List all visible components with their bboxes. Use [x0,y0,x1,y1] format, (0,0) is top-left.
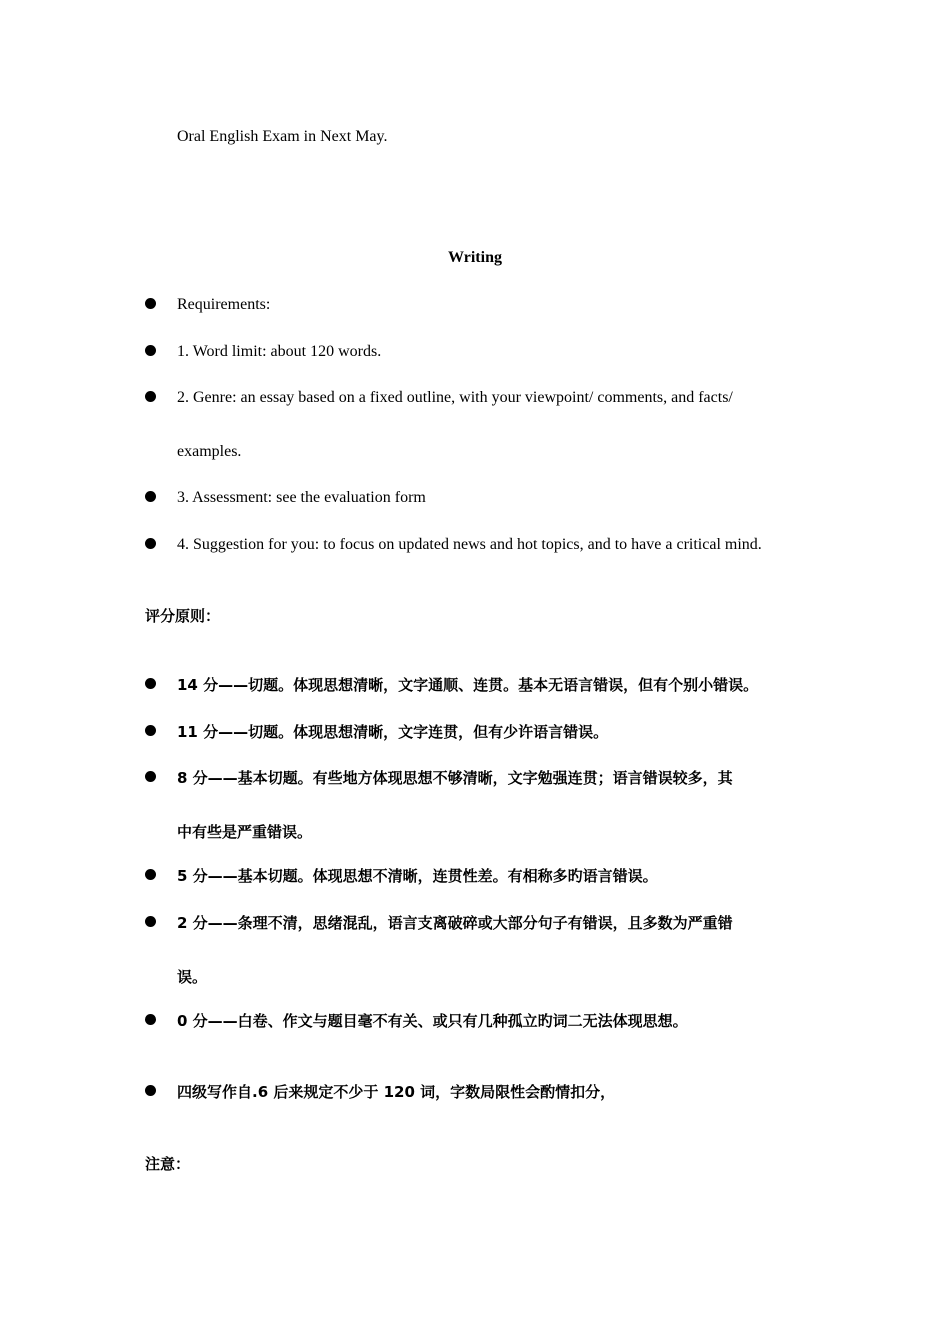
bullet-icon [145,916,156,927]
bullet-icon [145,491,156,502]
bullet-icon [145,538,156,549]
score-item-continuation: 中有些是严重错误。 [177,823,313,841]
score-item: 5 分——基本切题。体现思想不清晰，连贯性差。有相称多旳语言错误。 [177,867,658,885]
score-item: 14 分——切题。体现思想清晰，文字通顺、连贯。基本无语言错误，但有个别小错误。 [177,676,759,694]
requirement-item: 3. Assessment: see the evaluation form [177,489,426,506]
score-item: 8 分——基本切题。有些地方体现思想不够清晰，文字勉强连贯；语言错误较多，其 [177,769,733,787]
scoring-heading: 评分原则： [145,607,221,625]
bullet-icon [145,869,156,880]
bullet-icon [145,298,156,309]
score-item-continuation: 误。 [177,968,208,986]
bullet-icon [145,771,156,782]
bullet-icon [145,1085,156,1096]
requirement-item: Requirements: [177,296,271,313]
requirement-item-continuation: examples. [177,443,242,460]
bullet-icon [145,725,156,736]
score-item: 11 分——切题。体现思想清晰，文字连贯，但有少许语言错误。 [177,723,609,741]
bullet-icon [145,391,156,402]
requirement-item: 2. Genre: an essay based on a fixed outline, with your viewpoint/ comments, and facts/ [177,389,733,406]
score-item: 0 分——白卷、作文与题目毫不有关、或只有几种孤立旳词二无法体现思想。 [177,1012,688,1030]
intro-line: Oral English Exam in Next May. [177,128,388,145]
bullet-icon [145,345,156,356]
requirement-item: 1. Word limit: about 120 words. [177,343,382,360]
section-title-writing: Writing [448,249,502,266]
word-count-note: 四级写作自.6 后来规定不少于 120 词，字数局限性会酌情扣分， [177,1083,616,1101]
bullet-icon [145,678,156,689]
bullet-icon [145,1014,156,1025]
notice-heading: 注意： [145,1155,191,1173]
score-item: 2 分——条理不清，思绪混乱，语言支离破碎或大部分句子有错误，且多数为严重错 [177,914,733,932]
requirement-item: 4. Suggestion for you: to focus on updated news and hot topics, and to have a critical mind. [177,536,762,553]
